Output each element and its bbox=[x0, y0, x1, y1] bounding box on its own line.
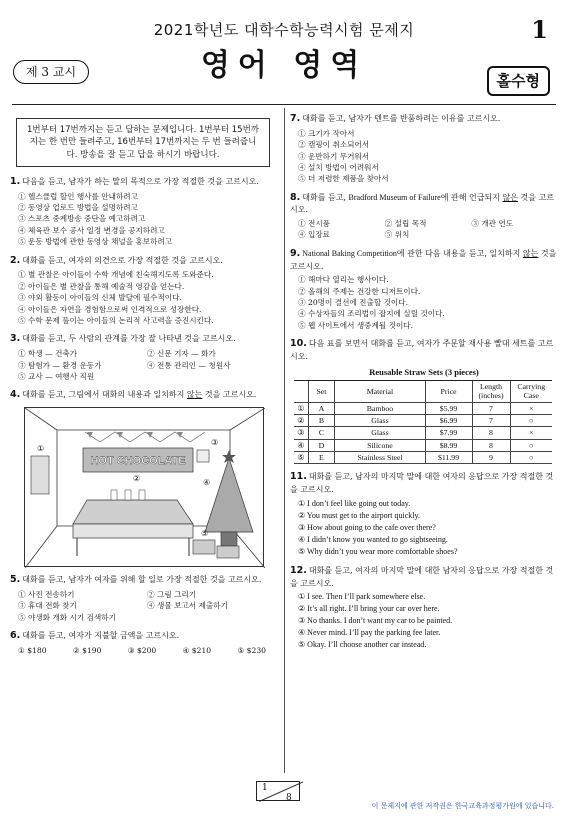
left-column bbox=[10, 112, 276, 662]
row-mark: ⑤ bbox=[294, 452, 308, 464]
cell-set: A bbox=[308, 402, 335, 414]
cell-price: $6.99 bbox=[425, 415, 472, 427]
question-number: 8. bbox=[290, 191, 301, 203]
option-1[interactable]: ① 별 관찰은 아이들이 수학 개념에 친숙해지도록 도와준다. bbox=[18, 270, 214, 280]
cell-length: 7 bbox=[472, 415, 510, 427]
option-3[interactable]: ③ No thanks. I don’t want my car to be painted. bbox=[298, 616, 453, 626]
option-1[interactable]: ① 헬스클럽 할인 행사를 안내하려고 bbox=[18, 191, 138, 201]
room-illustration bbox=[24, 407, 264, 567]
cell-case: × bbox=[510, 402, 552, 414]
option-4[interactable]: ④ $210 bbox=[182, 645, 212, 655]
table-row[interactable] bbox=[294, 452, 552, 464]
stem-text: 다음 표를 보면서 대화를 듣고, 여자가 주문할 재사용 빨대 세트를 고르시오. bbox=[290, 339, 554, 361]
banner-text: HOT CHOCOLATE bbox=[90, 455, 186, 468]
question-number: 4. bbox=[10, 389, 21, 401]
question-stem bbox=[290, 247, 558, 272]
cell-material: Silicone bbox=[335, 439, 425, 451]
total-pages: 8 bbox=[286, 793, 292, 803]
question-5 bbox=[10, 573, 276, 623]
option-4[interactable]: ④ 체육관 보수 공사 일정 변경을 공지하려고 bbox=[18, 225, 165, 235]
question-stem bbox=[290, 470, 558, 495]
question-2 bbox=[10, 254, 276, 327]
question-number: 2. bbox=[10, 254, 21, 266]
question-number: 12. bbox=[290, 564, 307, 576]
stem-underline: 않은 bbox=[502, 192, 518, 202]
subject-title: 영어 영역 bbox=[200, 48, 368, 83]
option-3[interactable]: ③ 스포츠 중계방송 중단을 예고하려고 bbox=[18, 214, 146, 224]
cell-material: Stainless Steel bbox=[335, 452, 425, 464]
question-12 bbox=[290, 564, 558, 651]
stem-text: 대화를 듣고, 여자가 지불할 금액을 고르시오. bbox=[22, 631, 180, 641]
cell-material: Glass bbox=[335, 415, 425, 427]
option-2[interactable]: ② It’s all right. I’ll bring your car over here. bbox=[298, 604, 440, 614]
question-stem bbox=[10, 573, 276, 587]
illus-marker-4: ④ bbox=[203, 478, 211, 488]
stem-text: 대화를 듣고, 남자의 마지막 말에 대한 여자의 응답으로 가장 적절한 것을 고르시오. bbox=[290, 472, 554, 495]
column-divider bbox=[284, 108, 285, 773]
page-number: 1 bbox=[531, 15, 548, 44]
cell-set: D bbox=[308, 439, 335, 451]
question-number: 3. bbox=[10, 333, 21, 345]
table-row[interactable] bbox=[294, 427, 552, 439]
question-stem bbox=[10, 388, 276, 402]
stem-text: 대화를 듣고, 여자의 의견으로 가장 적절한 것을 고르시오. bbox=[22, 255, 223, 265]
option-5[interactable]: ⑤ $230 bbox=[237, 645, 266, 655]
stem-text: 대화를 듣고, 남자가 텐트를 반품하려는 이유를 고르시오. bbox=[302, 114, 501, 123]
question-6 bbox=[10, 629, 276, 656]
option-4[interactable]: ④ 전통 관리인 — 청원사 bbox=[147, 360, 231, 370]
option-3[interactable]: ③ 야외 활동이 아이들의 신체 발달에 필수적이다. bbox=[18, 293, 182, 303]
option-5[interactable]: ⑤ 야생화 개화 시기 검색하기 bbox=[18, 612, 116, 622]
table-row[interactable] bbox=[294, 439, 552, 451]
table-row[interactable] bbox=[294, 415, 552, 427]
option-3[interactable]: ③ $200 bbox=[127, 645, 157, 655]
cell-length: 8 bbox=[472, 439, 510, 451]
cell-set: E bbox=[308, 452, 335, 464]
row-mark: ③ bbox=[294, 427, 308, 439]
option-2[interactable]: ② 그림 그리기 bbox=[147, 589, 197, 599]
form-type-badge: 홀수형 bbox=[487, 66, 550, 96]
question-number: 7. bbox=[290, 113, 301, 124]
period-label: 제 3 교시 bbox=[13, 60, 89, 84]
option-1[interactable]: ① I don’t feel like going out today. bbox=[298, 498, 411, 508]
stem-text: 대화를 듣고, 남자가 여자를 위해 할 일로 가장 적절한 것을 고르시오. bbox=[22, 575, 262, 585]
right-column bbox=[290, 112, 558, 657]
question-8 bbox=[290, 191, 558, 241]
option-2[interactable]: ② 아이들은 별 관찰을 통해 예술적 영감을 얻는다. bbox=[18, 281, 185, 291]
stem-underline: 않는 bbox=[522, 248, 539, 258]
question-1 bbox=[10, 175, 276, 248]
cell-price: $11.99 bbox=[425, 452, 472, 464]
option-2[interactable]: ② 설립 목적 bbox=[384, 219, 427, 229]
question-10 bbox=[290, 337, 558, 464]
cell-case: ○ bbox=[510, 415, 552, 427]
cell-set: C bbox=[308, 427, 335, 439]
stem-english: National Baking Competition bbox=[302, 248, 397, 258]
option-4[interactable]: ④ 수상자들의 조리법이 잡지에 실릴 것이다. bbox=[298, 309, 445, 319]
table-header: Carrying Case bbox=[510, 381, 552, 403]
option-5[interactable]: ⑤ 교사 — 여행사 직원 bbox=[18, 371, 95, 381]
question-stem bbox=[10, 175, 276, 189]
question-stem bbox=[10, 254, 276, 268]
question-stem bbox=[10, 332, 276, 346]
question-number: 10. bbox=[290, 338, 307, 350]
table-row[interactable] bbox=[294, 402, 552, 414]
question-4 bbox=[10, 388, 276, 567]
question-stem bbox=[290, 337, 558, 362]
question-7 bbox=[290, 112, 558, 185]
row-mark: ④ bbox=[294, 439, 308, 451]
table-header: Price bbox=[425, 381, 472, 403]
stem-text: 에 관한 다음 내용을 듣고, 일치하지 bbox=[396, 248, 523, 258]
option-1[interactable]: ① 학생 — 건축가 bbox=[18, 349, 78, 359]
cell-case: ○ bbox=[510, 452, 552, 464]
question-3 bbox=[10, 332, 276, 382]
question-11 bbox=[290, 470, 558, 557]
cell-length: 7 bbox=[472, 402, 510, 414]
stem-text: 것을 고르시오. bbox=[290, 248, 557, 271]
cell-material: Bamboo bbox=[335, 402, 425, 414]
option-3[interactable]: ③ 20명이 결선에 진출할 것이다. bbox=[298, 298, 409, 307]
option-2[interactable]: ② 올해의 주제는 건강한 디저트이다. bbox=[298, 286, 421, 296]
option-5[interactable]: ⑤ 수학 문제 풀이는 아이들의 논리적 사고력을 증진시킨다. bbox=[18, 315, 214, 325]
cell-case: × bbox=[510, 427, 552, 439]
cell-length: 9 bbox=[472, 452, 510, 464]
option-2[interactable]: ② $190 bbox=[72, 645, 102, 655]
option-4[interactable]: ④ Never mind. I’ll pay the parking fee later. bbox=[298, 628, 441, 638]
stem-underline: 않는 bbox=[186, 390, 203, 400]
option-2[interactable]: ② 신문 기자 — 화가 bbox=[147, 349, 216, 359]
stem-text: 대화를 듣고, bbox=[302, 192, 349, 202]
option-5[interactable]: ⑤ Okay. I’ll choose another car instead. bbox=[298, 640, 427, 650]
row-mark: ① bbox=[294, 402, 308, 414]
stem-text: 것을 고르시오. bbox=[202, 390, 257, 400]
copyright-notice: 이 문제지에 관한 저작권은 한국교육과정평가원에 있습니다. bbox=[371, 802, 554, 810]
illus-marker-1: ① bbox=[37, 444, 45, 454]
option-4[interactable]: ④ 설치 방법이 어려워서 bbox=[298, 162, 379, 172]
option-3[interactable]: ③ 개관 연도 bbox=[471, 219, 514, 229]
question-stem bbox=[290, 191, 558, 216]
stem-text: 대화를 듣고, 여자의 마지막 말에 대한 남자의 응답으로 가장 적절한 것을 고르시오. bbox=[290, 565, 554, 588]
option-1[interactable]: ① I see. Then I’ll park somewhere else. bbox=[298, 592, 426, 602]
straw-sets-table bbox=[294, 380, 552, 464]
option-3[interactable]: ③ 휴대 전화 찾기 bbox=[18, 601, 77, 611]
room-drawing bbox=[25, 408, 265, 568]
question-stem bbox=[290, 564, 558, 589]
option-2[interactable]: ② You must get to the airport quickly. bbox=[298, 510, 420, 520]
option-5[interactable]: ⑤ Why didn’t you wear more comfortable shoes? bbox=[298, 546, 458, 556]
current-page: 1 bbox=[262, 783, 268, 793]
option-2[interactable]: ② 동영상 업로드 방법을 설명하려고 bbox=[18, 203, 138, 213]
cell-material: Glass bbox=[335, 427, 425, 439]
option-3[interactable]: ③ How about going to the cafe over there? bbox=[298, 522, 436, 532]
header-rule bbox=[12, 104, 556, 105]
row-mark: ② bbox=[294, 415, 308, 427]
option-3[interactable]: ③ 탐험가 — 환경 운동가 bbox=[18, 360, 102, 370]
option-2[interactable]: ② 캠핑이 취소되어서 bbox=[298, 140, 370, 150]
cell-case: ○ bbox=[510, 439, 552, 451]
option-1[interactable]: ① 사진 전송하기 bbox=[18, 589, 75, 599]
stem-english: Bradford Museum of Failure bbox=[348, 192, 441, 202]
option-4[interactable]: ④ 입장료 bbox=[298, 230, 331, 240]
cell-set: B bbox=[308, 415, 335, 427]
table-header: Material bbox=[335, 381, 425, 403]
illus-marker-2: ② bbox=[133, 474, 141, 484]
table-header: Length (inches) bbox=[472, 381, 510, 403]
question-number: 5. bbox=[10, 574, 21, 586]
table-title: Reusable Straw Sets (3 pieces) bbox=[369, 366, 479, 377]
cell-price: $5.99 bbox=[425, 402, 472, 414]
option-4[interactable]: ④ I didn’t know you wanted to go sightseeing. bbox=[298, 534, 448, 544]
option-1[interactable]: ① 해마다 열리는 행사이다. bbox=[298, 275, 389, 285]
cell-price: $8.99 bbox=[425, 439, 472, 451]
illus-marker-3: ③ bbox=[211, 438, 219, 448]
stem-text: 대화를 듣고, 두 사람의 관계를 가장 잘 나타낸 것을 고르시오. bbox=[22, 334, 236, 344]
cell-length: 8 bbox=[472, 427, 510, 439]
option-5[interactable]: ⑤ 웹 사이트에서 생중계될 것이다. bbox=[298, 320, 414, 330]
question-stem bbox=[10, 629, 276, 643]
option-5[interactable]: ⑤ 더 저렴한 제품을 찾아서 bbox=[298, 174, 389, 184]
option-3[interactable]: ③ 운반하기 무거워서 bbox=[298, 151, 370, 161]
question-stem bbox=[290, 112, 558, 126]
illus-marker-5: ⑤ bbox=[201, 529, 209, 539]
option-1[interactable]: ① 크기가 작아서 bbox=[298, 128, 355, 138]
table-mark-header bbox=[294, 381, 308, 403]
stem-text: 다음을 듣고, 남자가 하는 말의 목적으로 가장 적절한 것을 고르시오. bbox=[22, 176, 259, 186]
question-number: 1. bbox=[10, 175, 21, 187]
question-number: 9. bbox=[290, 247, 301, 259]
option-4[interactable]: ④ 아이들은 자연을 경험함으로써 인격적으로 성장한다. bbox=[18, 304, 202, 314]
stem-text: 에 관해 언급되지 bbox=[440, 192, 503, 202]
table-header: Set bbox=[308, 381, 335, 403]
question-number: 6. bbox=[10, 630, 21, 642]
exam-title: 2021학년도 대학수학능력시험 문제지 bbox=[153, 21, 415, 39]
option-1[interactable]: ① $180 bbox=[18, 645, 47, 655]
option-4[interactable]: ④ 생물 보고서 제출하기 bbox=[147, 601, 228, 611]
option-1[interactable]: ① 전시품 bbox=[298, 219, 331, 229]
question-number: 11. bbox=[290, 471, 307, 483]
cell-price: $7.99 bbox=[425, 427, 472, 439]
option-5[interactable]: ⑤ 운동 방법에 관한 동영상 채널을 홍보하려고 bbox=[18, 237, 173, 247]
stem-text: 것을 고르시오. bbox=[290, 192, 554, 215]
listening-instructions: 1번부터 17번까지는 듣고 답하는 문제입니다. 1번부터 15번까지는 한 번만 들려주고, 16번부터 17번까지는 두 번 들려줍니다. 방송을 잘 듣고 답을 하시기 바랍니다. bbox=[16, 118, 270, 167]
option-5[interactable]: ⑤ 위치 bbox=[384, 230, 410, 240]
stem-text: 대화를 듣고, 그림에서 대화의 내용과 일치하지 bbox=[22, 390, 187, 400]
question-9 bbox=[290, 247, 558, 331]
